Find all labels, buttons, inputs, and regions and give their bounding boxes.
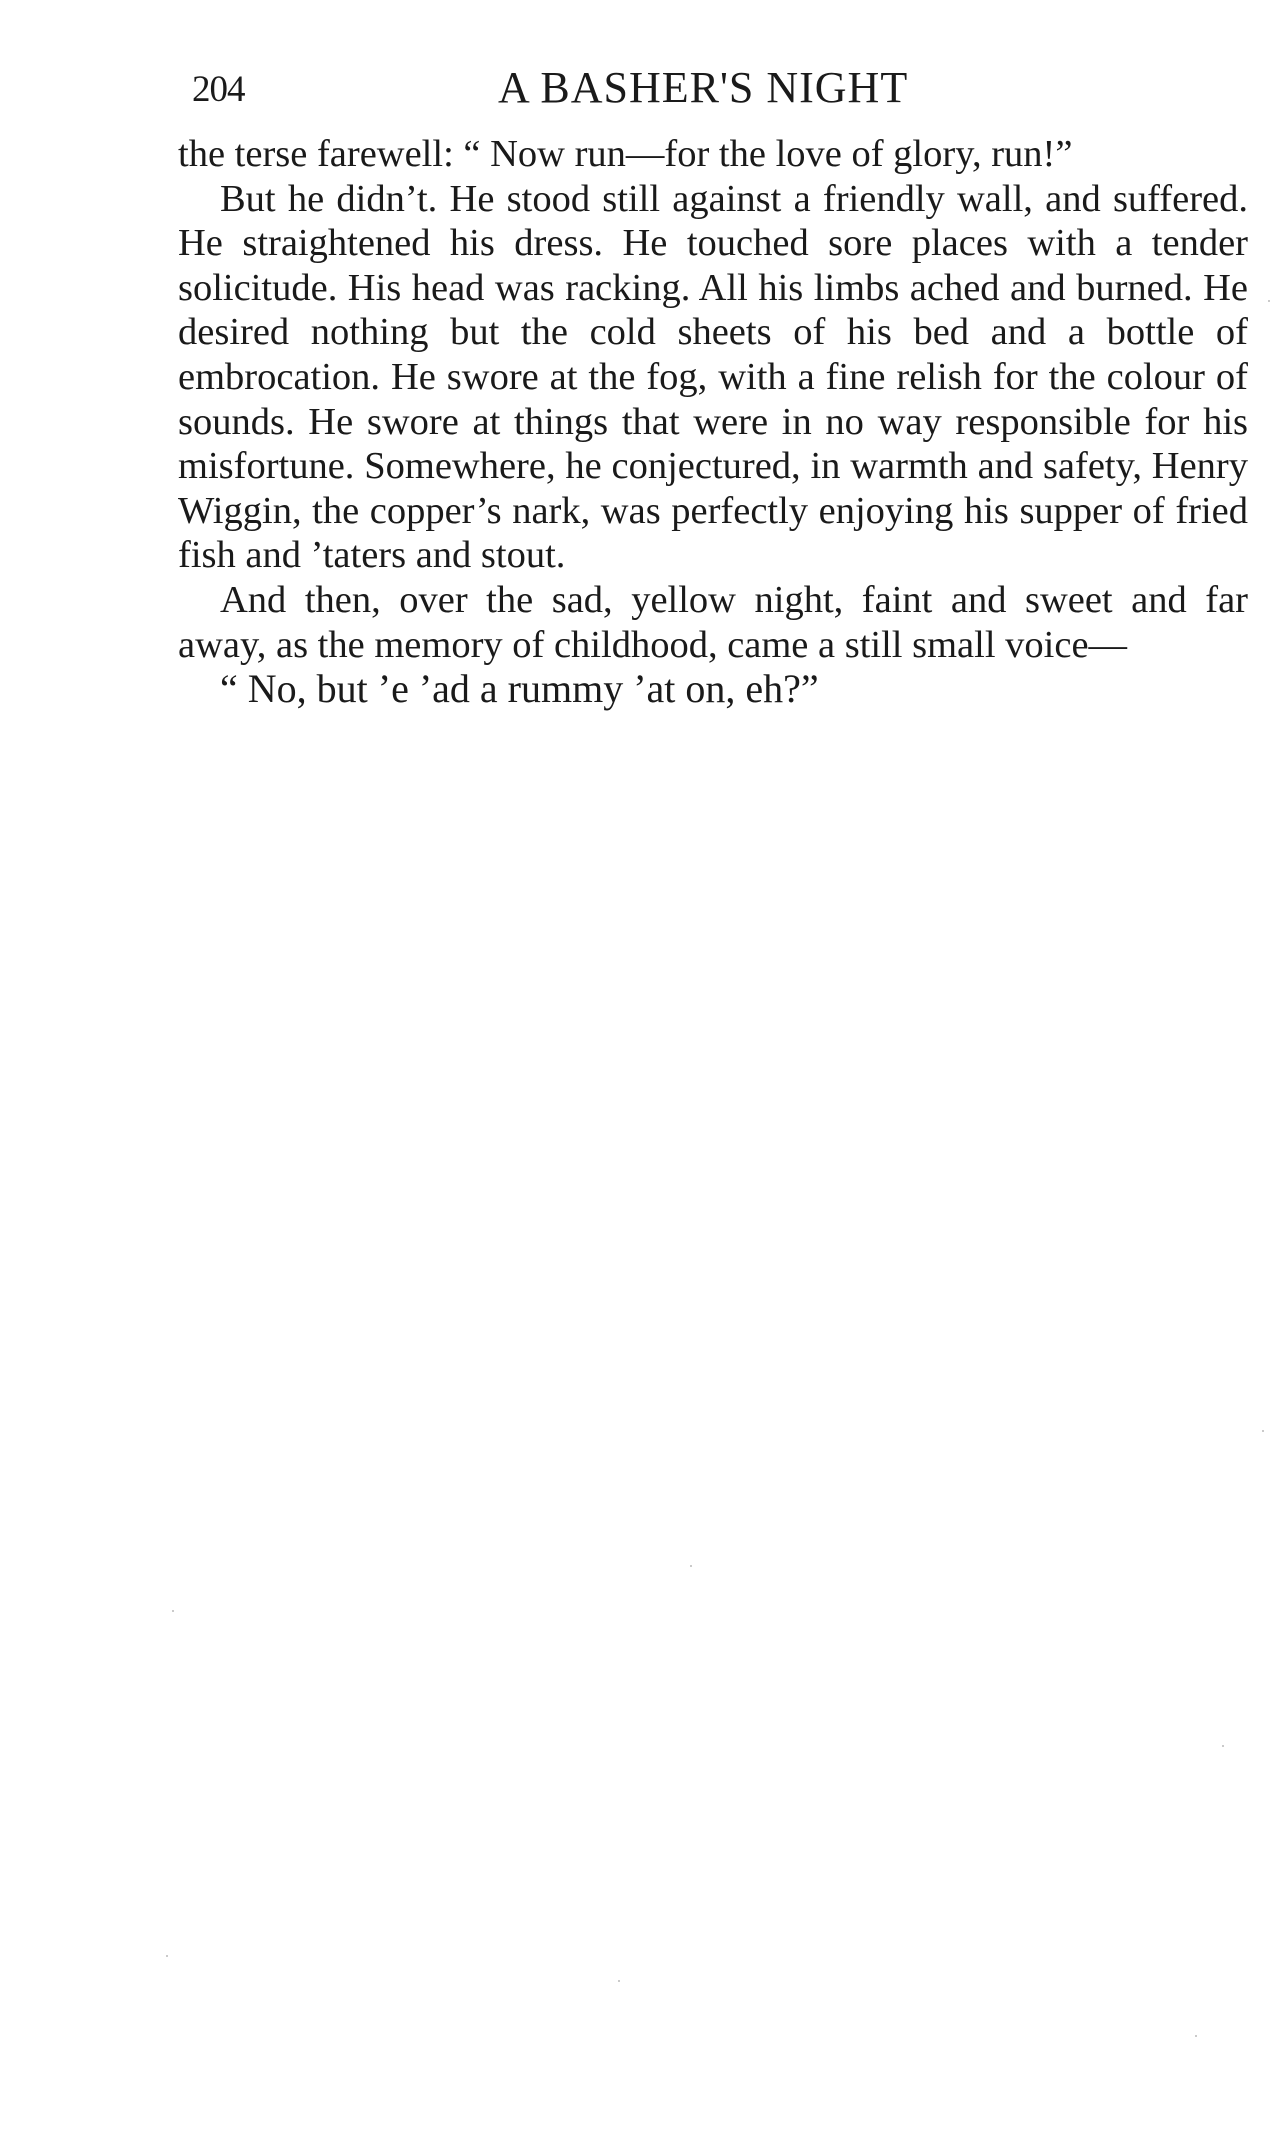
scan-speck xyxy=(1268,300,1270,302)
scan-speck xyxy=(1195,2035,1197,2037)
paragraph: And then, over the sad, yellow night, faint and sweet and far away, as the memory of childhood, came a still small voice— xyxy=(178,578,1248,666)
page-number: 204 xyxy=(192,69,245,110)
scan-speck xyxy=(166,1955,168,1957)
scan-speck xyxy=(1222,1745,1224,1747)
scan-speck xyxy=(1262,1430,1264,1432)
scan-speck xyxy=(172,1610,174,1612)
scan-speck xyxy=(618,1980,620,1982)
paragraph: But he didn’t. He stood still against a friendly wall, and suffered. He straightened his dress. He touched sore places with a tender solicitude. His head was racking. All his limbs ached and burned. He desired nothing but the cold sheets of his bed and a bottle of embrocation. He swore at the fog, with a fine relish for the colour of sounds. He swore at things that were in no way responsible for his misfortune. Somewhere, he conjectured, in warmth and safety, Henry Wiggin, the copper’s nark, was perfectly enjoying his supper of fried fish and ’taters and stout. xyxy=(178,177,1248,577)
paragraph-continuation: the terse farewell: “ Now run—for the love of glory, run!” xyxy=(178,133,1073,175)
closing-quote-line: “ No, but ’e ’ad a rummy ’at on, eh?” xyxy=(220,666,819,712)
running-head xyxy=(192,62,1242,122)
scan-speck xyxy=(690,1565,692,1567)
body-text xyxy=(178,132,1248,712)
running-title: A BASHER'S NIGHT xyxy=(498,63,909,112)
